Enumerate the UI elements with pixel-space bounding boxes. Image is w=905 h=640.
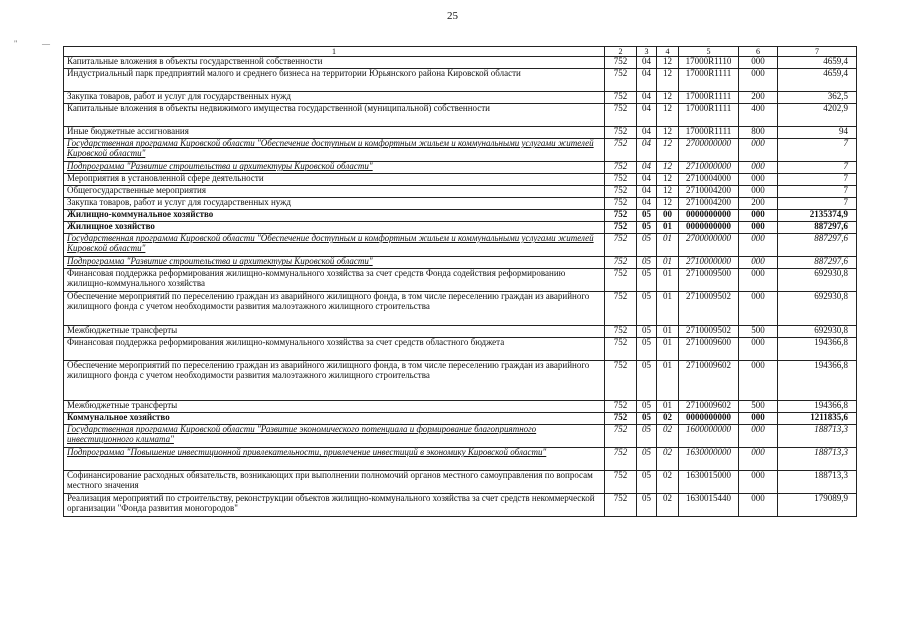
row-code-expense-type: 000 bbox=[739, 361, 778, 401]
row-amount: 692930,8 bbox=[778, 292, 857, 326]
table-body bbox=[64, 57, 857, 517]
row-code-ministry: 752 bbox=[605, 425, 637, 448]
table-row bbox=[64, 139, 857, 162]
column-header: 4 bbox=[657, 47, 679, 57]
row-code-target: 2710009602 bbox=[679, 401, 739, 413]
row-code-target: 2700000000 bbox=[679, 139, 739, 162]
column-header: 7 bbox=[778, 47, 857, 57]
row-code-subsection: 12 bbox=[657, 92, 679, 104]
row-code-expense-type: 000 bbox=[739, 338, 778, 361]
row-description: Иные бюджетные ассигнования bbox=[64, 127, 605, 139]
row-code-ministry: 752 bbox=[605, 69, 637, 92]
row-amount: 194366,8 bbox=[778, 361, 857, 401]
row-code-section: 05 bbox=[637, 361, 657, 401]
row-code-expense-type: 000 bbox=[739, 222, 778, 234]
row-code-expense-type: 000 bbox=[739, 494, 778, 517]
row-code-expense-type: 000 bbox=[739, 257, 778, 269]
row-code-target: 1630000000 bbox=[679, 448, 739, 471]
row-description: Индустриальный парк предприятий малого и среднего бизнеса на территории Юрьянского района Кировской области bbox=[64, 69, 605, 92]
row-code-ministry: 752 bbox=[605, 174, 637, 186]
row-code-target: 17000R1111 bbox=[679, 104, 739, 127]
row-code-subsection: 01 bbox=[657, 401, 679, 413]
row-code-section: 04 bbox=[637, 127, 657, 139]
row-description: Финансовая поддержка реформирования жилищно-коммунального хозяйства за счет средств Фонда содействия реформированию жилищно-коммунального хозяйства bbox=[64, 269, 605, 292]
row-description: Софинансирование расходных обязательств, возникающих при выполнении полномочий органов местного самоуправления по вопросам местного значения bbox=[64, 471, 605, 494]
row-amount: 7 bbox=[778, 186, 857, 198]
row-code-section: 05 bbox=[637, 234, 657, 257]
row-description: Межбюджетные трансферты bbox=[64, 326, 605, 338]
row-code-ministry: 752 bbox=[605, 234, 637, 257]
row-code-subsection: 12 bbox=[657, 69, 679, 92]
row-description: Жилищное хозяйство bbox=[64, 222, 605, 234]
row-code-section: 05 bbox=[637, 338, 657, 361]
row-code-section: 05 bbox=[637, 257, 657, 269]
row-code-expense-type: 000 bbox=[739, 210, 778, 222]
margin-mark: — bbox=[42, 39, 50, 48]
row-code-target: 1630015440 bbox=[679, 494, 739, 517]
row-description: Финансовая поддержка реформирования жилищно-коммунального хозяйства за счет средств областного бюджета bbox=[64, 338, 605, 361]
row-code-expense-type: 500 bbox=[739, 326, 778, 338]
table-row bbox=[64, 186, 857, 198]
row-description: Закупка товаров, работ и услуг для государственных нужд bbox=[64, 92, 605, 104]
row-code-target: 2710009502 bbox=[679, 326, 739, 338]
row-description: Государственная программа Кировской области "Обеспечение доступным и комфортным жильем и коммунальными услугами жителей Кировской области" bbox=[64, 234, 605, 257]
row-code-subsection: 12 bbox=[657, 174, 679, 186]
row-code-target: 1630015000 bbox=[679, 471, 739, 494]
row-code-section: 05 bbox=[637, 292, 657, 326]
row-code-expense-type: 000 bbox=[739, 292, 778, 326]
row-code-target: 2710009600 bbox=[679, 338, 739, 361]
row-code-subsection: 02 bbox=[657, 494, 679, 517]
row-description: Жилищно-коммунальное хозяйство bbox=[64, 210, 605, 222]
row-code-section: 04 bbox=[637, 139, 657, 162]
row-code-ministry: 752 bbox=[605, 210, 637, 222]
row-description: Реализация мероприятий по строительству, реконструкции объектов жилищно-коммунального хозяйства за счет средств некоммерческой организации "Фонда развития моногородов" bbox=[64, 494, 605, 517]
row-code-section: 04 bbox=[637, 57, 657, 69]
row-description: Обеспечение мероприятий по переселению граждан из аварийного жилищного фонда, в том числе переселению граждан из аварийного жилищного фонда с учетом необходимости развития малоэтажного жилищного строительства bbox=[64, 361, 605, 401]
column-header: 3 bbox=[637, 47, 657, 57]
row-amount: 4202,9 bbox=[778, 104, 857, 127]
row-code-target: 2710004000 bbox=[679, 174, 739, 186]
row-description: Государственная программа Кировской области "Развитие экономического потенциала и формирование благоприятного инвестиционного климата" bbox=[64, 425, 605, 448]
row-code-expense-type: 000 bbox=[739, 234, 778, 257]
row-code-expense-type: 000 bbox=[739, 269, 778, 292]
column-header: 5 bbox=[679, 47, 739, 57]
row-amount: 692930,8 bbox=[778, 326, 857, 338]
row-code-subsection: 01 bbox=[657, 338, 679, 361]
row-description: Закупка товаров, работ и услуг для государственных нужд bbox=[64, 198, 605, 210]
table-row bbox=[64, 413, 857, 425]
row-amount: 7 bbox=[778, 162, 857, 174]
row-code-ministry: 752 bbox=[605, 104, 637, 127]
table-row bbox=[64, 174, 857, 186]
row-code-subsection: 12 bbox=[657, 198, 679, 210]
row-amount: 188713,3 bbox=[778, 425, 857, 448]
row-description: Обеспечение мероприятий по переселению граждан из аварийного жилищного фонда, в том числе переселению граждан из аварийного жилищного фонда с учетом необходимости развития малоэтажного жилищного строительства bbox=[64, 292, 605, 326]
row-code-ministry: 752 bbox=[605, 292, 637, 326]
table-row bbox=[64, 198, 857, 210]
row-amount: 2135374,9 bbox=[778, 210, 857, 222]
row-code-expense-type: 000 bbox=[739, 57, 778, 69]
table-header-row bbox=[64, 47, 857, 57]
row-code-subsection: 01 bbox=[657, 257, 679, 269]
column-header: 6 bbox=[739, 47, 778, 57]
row-code-target: 0000000000 bbox=[679, 222, 739, 234]
margin-mark: " bbox=[14, 39, 18, 48]
row-code-subsection: 02 bbox=[657, 448, 679, 471]
row-code-section: 05 bbox=[637, 494, 657, 517]
row-code-subsection: 12 bbox=[657, 186, 679, 198]
row-code-subsection: 01 bbox=[657, 292, 679, 326]
row-code-expense-type: 200 bbox=[739, 198, 778, 210]
table-row bbox=[64, 104, 857, 127]
row-code-expense-type: 000 bbox=[739, 162, 778, 174]
page-number: 25 bbox=[447, 10, 458, 22]
row-description: Подпрограмма "Развитие строительства и архитектуры Кировской области" bbox=[64, 162, 605, 174]
row-code-ministry: 752 bbox=[605, 494, 637, 517]
row-code-ministry: 752 bbox=[605, 92, 637, 104]
row-code-section: 05 bbox=[637, 326, 657, 338]
row-code-subsection: 12 bbox=[657, 127, 679, 139]
table-row bbox=[64, 257, 857, 269]
row-amount: 887297,6 bbox=[778, 257, 857, 269]
row-code-ministry: 752 bbox=[605, 257, 637, 269]
row-code-ministry: 752 bbox=[605, 448, 637, 471]
row-amount: 4659,4 bbox=[778, 57, 857, 69]
row-code-target: 2710009602 bbox=[679, 361, 739, 401]
row-code-section: 04 bbox=[637, 174, 657, 186]
row-code-section: 05 bbox=[637, 425, 657, 448]
table-row bbox=[64, 338, 857, 361]
row-code-expense-type: 000 bbox=[739, 425, 778, 448]
row-amount: 1211835,6 bbox=[778, 413, 857, 425]
row-code-section: 05 bbox=[637, 401, 657, 413]
row-code-section: 04 bbox=[637, 92, 657, 104]
table-row bbox=[64, 222, 857, 234]
row-code-subsection: 02 bbox=[657, 425, 679, 448]
row-code-ministry: 752 bbox=[605, 222, 637, 234]
row-code-expense-type: 000 bbox=[739, 186, 778, 198]
row-code-target: 2710009502 bbox=[679, 292, 739, 326]
row-code-target: 2710009500 bbox=[679, 269, 739, 292]
row-amount: 7 bbox=[778, 139, 857, 162]
row-description: Мероприятия в установленной сфере деятельности bbox=[64, 174, 605, 186]
row-code-subsection: 01 bbox=[657, 234, 679, 257]
row-description: Подпрограмма "Развитие строительства и архитектуры Кировской области" bbox=[64, 257, 605, 269]
table-row bbox=[64, 401, 857, 413]
table-row bbox=[64, 425, 857, 448]
table-row bbox=[64, 494, 857, 517]
row-code-ministry: 752 bbox=[605, 361, 637, 401]
row-code-subsection: 01 bbox=[657, 326, 679, 338]
row-code-ministry: 752 bbox=[605, 57, 637, 69]
table-row bbox=[64, 210, 857, 222]
row-code-target: 17000R1110 bbox=[679, 57, 739, 69]
row-code-target: 2710000000 bbox=[679, 257, 739, 269]
table-row bbox=[64, 127, 857, 139]
row-description: Общегосударственные мероприятия bbox=[64, 186, 605, 198]
row-amount: 188713,3 bbox=[778, 448, 857, 471]
table-row bbox=[64, 69, 857, 92]
row-code-subsection: 01 bbox=[657, 222, 679, 234]
row-code-ministry: 752 bbox=[605, 471, 637, 494]
row-code-target: 17000R1111 bbox=[679, 92, 739, 104]
row-code-target: 17000R1111 bbox=[679, 127, 739, 139]
row-code-section: 04 bbox=[637, 162, 657, 174]
row-code-section: 05 bbox=[637, 448, 657, 471]
row-amount: 194366,8 bbox=[778, 338, 857, 361]
row-description: Капитальные вложения в объекты недвижимого имущества государственной (муниципальной) собственности bbox=[64, 104, 605, 127]
row-code-subsection: 00 bbox=[657, 210, 679, 222]
row-description: Капитальные вложения в объекты государственной собственности bbox=[64, 57, 605, 69]
row-code-section: 05 bbox=[637, 269, 657, 292]
table-row bbox=[64, 57, 857, 69]
row-code-target: 2710000000 bbox=[679, 162, 739, 174]
table-row bbox=[64, 471, 857, 494]
row-description: Подпрограмма "Повышение инвестиционной привлекательности, привлечение инвестиций в экономику Кировской области" bbox=[64, 448, 605, 471]
row-code-section: 05 bbox=[637, 222, 657, 234]
row-code-expense-type: 000 bbox=[739, 174, 778, 186]
table-row bbox=[64, 234, 857, 257]
row-amount: 362,5 bbox=[778, 92, 857, 104]
row-code-target: 0000000000 bbox=[679, 413, 739, 425]
row-code-section: 05 bbox=[637, 413, 657, 425]
row-code-ministry: 752 bbox=[605, 269, 637, 292]
row-code-subsection: 02 bbox=[657, 413, 679, 425]
row-amount: 194366,8 bbox=[778, 401, 857, 413]
row-code-target: 2710004200 bbox=[679, 186, 739, 198]
row-description: Коммунальное хозяйство bbox=[64, 413, 605, 425]
row-code-section: 05 bbox=[637, 471, 657, 494]
row-code-subsection: 12 bbox=[657, 139, 679, 162]
row-code-target: 17000R1111 bbox=[679, 69, 739, 92]
row-amount: 7 bbox=[778, 198, 857, 210]
row-code-expense-type: 000 bbox=[739, 471, 778, 494]
row-code-ministry: 752 bbox=[605, 401, 637, 413]
table-row bbox=[64, 361, 857, 401]
column-header: 2 bbox=[605, 47, 637, 57]
row-code-target: 2710004200 bbox=[679, 198, 739, 210]
row-code-subsection: 12 bbox=[657, 104, 679, 127]
row-amount: 7 bbox=[778, 174, 857, 186]
row-amount: 887297,6 bbox=[778, 234, 857, 257]
table-row bbox=[64, 326, 857, 338]
row-code-expense-type: 000 bbox=[739, 69, 778, 92]
budget-table bbox=[63, 46, 857, 517]
table-row bbox=[64, 162, 857, 174]
row-code-expense-type: 500 bbox=[739, 401, 778, 413]
row-code-expense-type: 200 bbox=[739, 92, 778, 104]
row-code-ministry: 752 bbox=[605, 326, 637, 338]
row-code-subsection: 02 bbox=[657, 471, 679, 494]
row-code-expense-type: 000 bbox=[739, 413, 778, 425]
row-code-ministry: 752 bbox=[605, 127, 637, 139]
row-code-expense-type: 000 bbox=[739, 448, 778, 471]
row-code-target: 1600000000 bbox=[679, 425, 739, 448]
row-amount: 179089,9 bbox=[778, 494, 857, 517]
row-description: Межбюджетные трансферты bbox=[64, 401, 605, 413]
row-code-subsection: 01 bbox=[657, 269, 679, 292]
row-code-ministry: 752 bbox=[605, 338, 637, 361]
row-description: Государственная программа Кировской области "Обеспечение доступным и комфортным жильем и коммунальными услугами жителей Кировской области" bbox=[64, 139, 605, 162]
row-amount: 887297,6 bbox=[778, 222, 857, 234]
row-amount: 94 bbox=[778, 127, 857, 139]
row-code-subsection: 12 bbox=[657, 57, 679, 69]
row-code-expense-type: 800 bbox=[739, 127, 778, 139]
table-row bbox=[64, 292, 857, 326]
table-row bbox=[64, 92, 857, 104]
row-amount: 692930,8 bbox=[778, 269, 857, 292]
table-row bbox=[64, 269, 857, 292]
row-code-ministry: 752 bbox=[605, 186, 637, 198]
column-header: 1 bbox=[64, 47, 605, 57]
row-code-expense-type: 400 bbox=[739, 104, 778, 127]
table-row bbox=[64, 448, 857, 471]
row-code-section: 04 bbox=[637, 198, 657, 210]
row-code-section: 05 bbox=[637, 210, 657, 222]
row-code-target: 0000000000 bbox=[679, 210, 739, 222]
row-amount: 4659,4 bbox=[778, 69, 857, 92]
row-code-ministry: 752 bbox=[605, 162, 637, 174]
row-code-section: 04 bbox=[637, 104, 657, 127]
row-code-ministry: 752 bbox=[605, 413, 637, 425]
row-code-ministry: 752 bbox=[605, 139, 637, 162]
row-code-subsection: 12 bbox=[657, 162, 679, 174]
row-code-expense-type: 000 bbox=[739, 139, 778, 162]
row-code-section: 04 bbox=[637, 69, 657, 92]
row-amount: 188713,3 bbox=[778, 471, 857, 494]
row-code-ministry: 752 bbox=[605, 198, 637, 210]
row-code-section: 04 bbox=[637, 186, 657, 198]
row-code-subsection: 01 bbox=[657, 361, 679, 401]
row-code-target: 2700000000 bbox=[679, 234, 739, 257]
